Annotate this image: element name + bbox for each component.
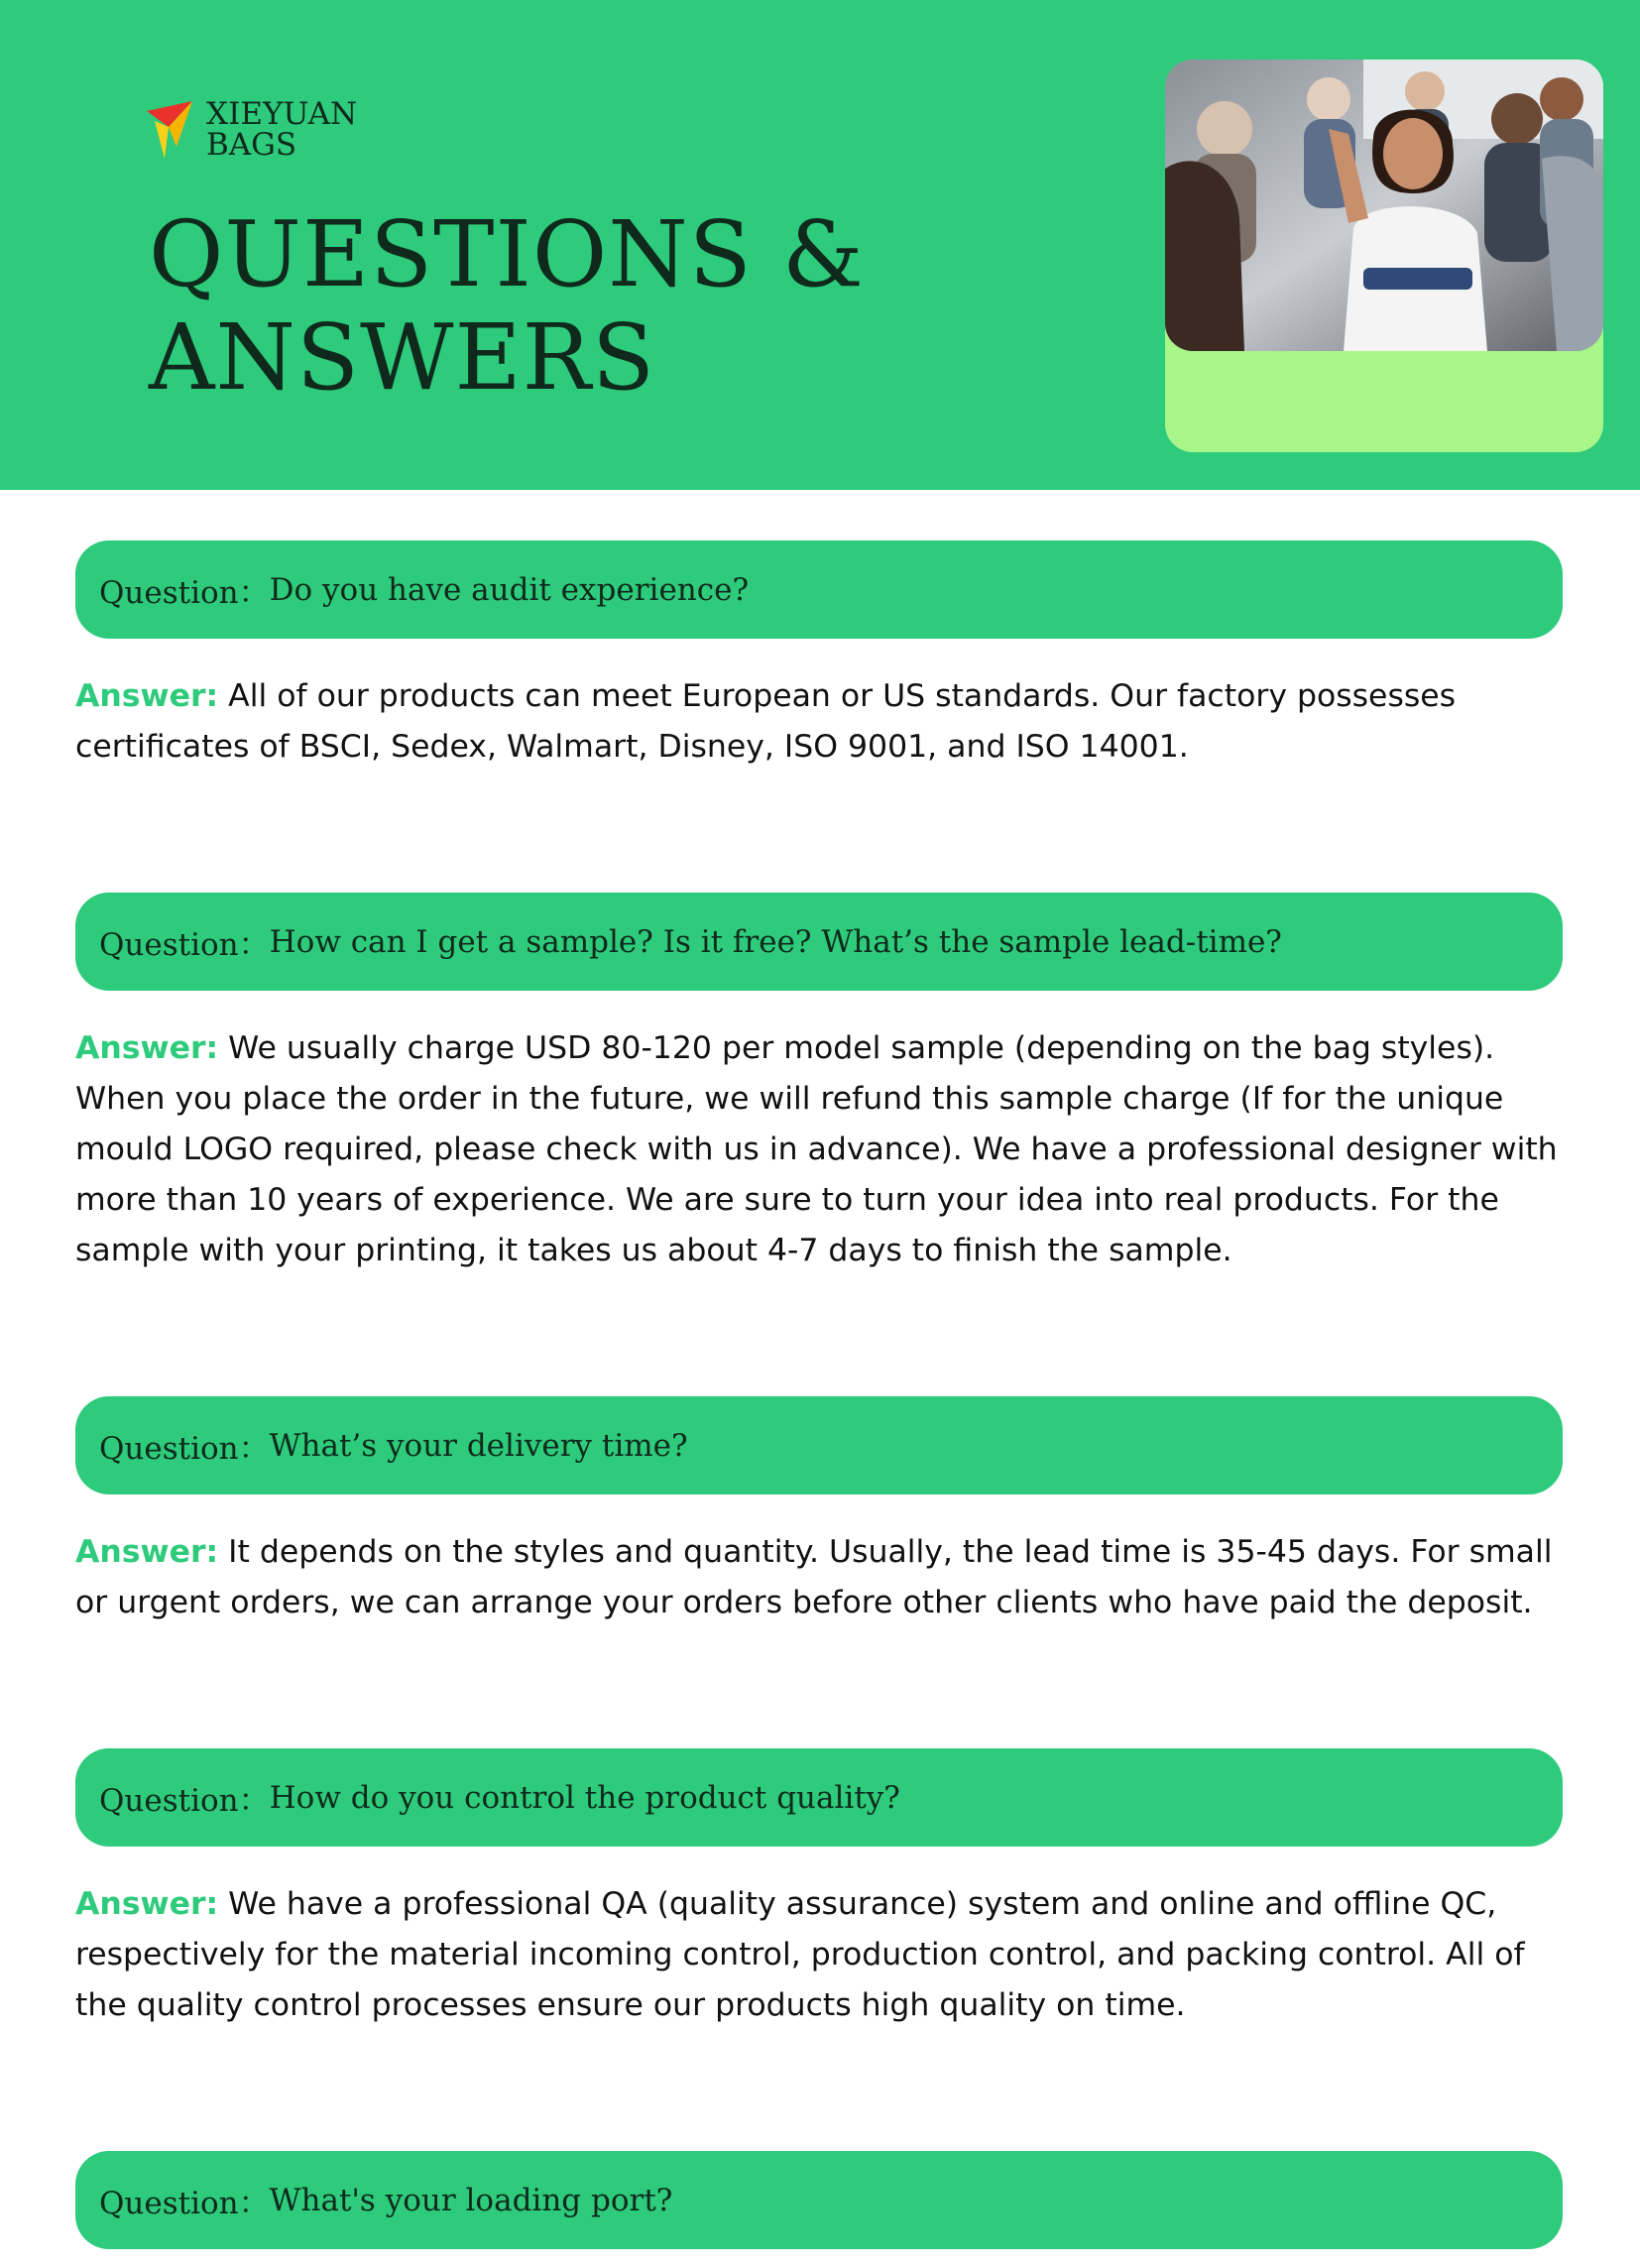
question-prefix: Question： [99,927,270,963]
qa-list [75,540,1563,2249]
answer-label: Answer: [75,1886,219,1922]
bird-logo-icon [147,101,194,159]
qa-item [75,893,1563,1276]
qa-item [75,2151,1563,2249]
brand-name [206,96,358,163]
question-text: How can I get a sample? Is it free? What’s the sample lead-time? [269,923,1282,960]
brand-name-line2: BAGS [206,127,297,163]
answer-text: We usually charge USD 80-120 per model sample (depending on the bag styles). When you place the order in the future, we will refund this sample charge (If for the unique mould LOGO required, please check with us in advance). We have a professional designer with more than 10 years of experience. We are sure to turn your idea into real products. For the sample with your printing, it takes us about 4-7 days to finish the sample. [75,1030,1558,1268]
question-bar [75,2151,1563,2249]
question-prefix: Question： [99,575,270,611]
answer-text-block [75,671,1563,773]
question-prefix: Question： [99,1783,270,1819]
question-bar [75,1748,1563,1847]
answer-label: Answer: [75,1534,219,1570]
question-bar [75,893,1563,991]
answer-text: It depends on the styles and quantity. Usually, the lead time is 35-45 days. For small or urgent orders, we can arrange your orders before other clients who have paid the deposit. [75,1534,1553,1620]
brand-name-line1: XIEYUAN [206,96,358,132]
brand-logo [147,96,358,163]
question-bar [75,540,1563,639]
answer-text-block [75,1527,1563,1628]
page-title-line2: ANSWERS [149,304,655,411]
page-title-line1: QUESTIONS & [149,201,865,307]
seminar-photo [1165,60,1603,351]
question-text: What's your loading port? [269,2182,673,2218]
question-text: What’s your delivery time? [269,1427,688,1464]
audience-photo-icon [1165,60,1603,351]
question-text: Do you have audit experience? [269,571,750,608]
answer-label: Answer: [75,1030,219,1066]
qa-item [75,540,1563,773]
question-bar [75,1396,1563,1494]
question-prefix: Question： [99,2186,270,2221]
answer-label: Answer: [75,678,219,714]
qa-item [75,1396,1563,1628]
answer-text-block [75,1879,1563,2031]
answer-text: We have a professional QA (quality assurance) system and online and offline QC, respectively for the material incoming control, production control, and packing control. All of the quality control processes ensure our products high quality on time. [75,1886,1525,2023]
question-text: How do you control the product quality? [269,1779,900,1816]
header-banner [0,0,1640,490]
qa-item [75,1748,1563,2031]
page-title [149,203,865,410]
answer-text-block [75,1023,1563,1276]
answer-text: All of our products can meet European or US standards. Our factory possesses certificates of BSCI, Sedex, Walmart, Disney, ISO 9001, and ISO 14001. [75,678,1457,765]
question-prefix: Question： [99,1431,270,1467]
